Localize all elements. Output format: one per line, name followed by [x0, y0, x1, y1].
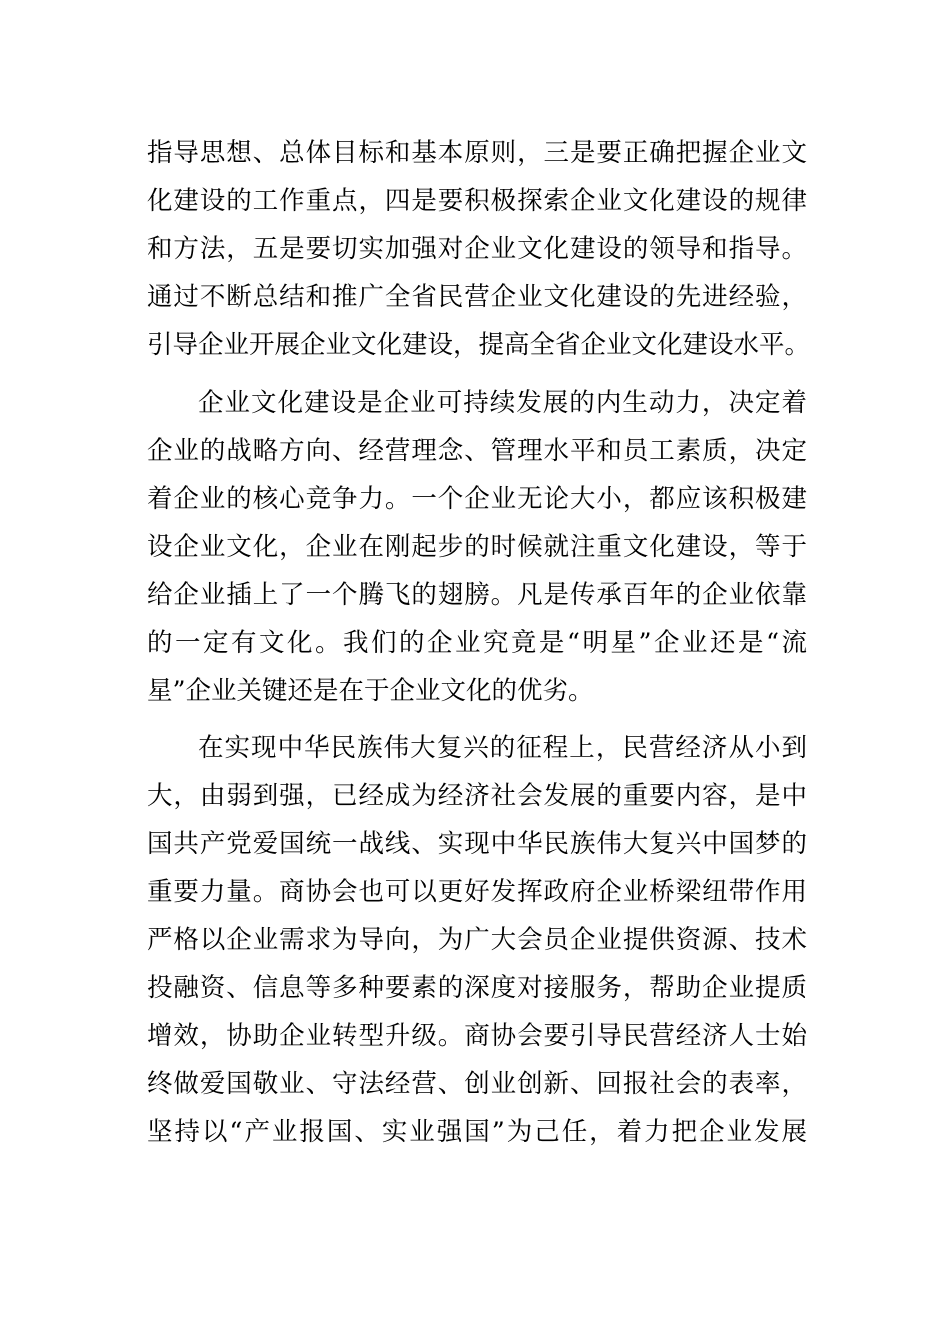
paragraph-1-line-3: 和方法，五是要切实加强对企业文化建设的领导和指导。 — [147, 234, 807, 264]
paragraph-3-line-2: 大，由弱到强，已经成为经济社会发展的重要内容，是中 — [147, 781, 807, 811]
paragraph-2-line-3: 着企业的核心竞争力。一个企业无论大小，都应该积极建 — [147, 484, 807, 514]
paragraph-3-line-8: 终做爱国敬业、守法经营、创业创新、回报社会的表率， — [147, 1069, 807, 1099]
paragraph-2-line-6: 的一定有文化。我们的企业究竟是“明星”企业还是“流 — [147, 628, 807, 658]
paragraph-2-line-1: 企业文化建设是企业可持续发展的内生动力，决定着 — [198, 388, 807, 418]
paragraph-1-line-1: 指导思想、总体目标和基本原则，三是要正确把握企业文 — [147, 138, 807, 168]
paragraph-3-line-1: 在实现中华民族伟大复兴的征程上，民营经济从小到 — [198, 733, 807, 763]
paragraph-1-line-4: 通过不断总结和推广全省民营企业文化建设的先进经验， — [147, 282, 807, 312]
paragraph-3-line-5: 严格以企业需求为导向，为广大会员企业提供资源、技术 — [147, 925, 807, 955]
paragraph-2-line-5: 给企业插上了一个腾飞的翅膀。凡是传承百年的企业依靠 — [147, 580, 807, 610]
paragraph-3-line-3: 国共产党爱国统一战线、实现中华民族伟大复兴中国梦的 — [147, 829, 807, 859]
paragraph-1-line-5: 引导企业开展企业文化建设，提高全省企业文化建设水平。 — [147, 330, 811, 360]
paragraph-2-line-7: 星”企业关键还是在于企业文化的优劣。 — [147, 676, 594, 706]
paragraph-2-line-2: 企业的战略方向、经营理念、管理水平和员工素质，决定 — [147, 436, 807, 466]
paragraph-3-line-6: 投融资、信息等多种要素的深度对接服务，帮助企业提质 — [147, 973, 807, 1003]
paragraph-3-line-4: 重要力量。商协会也可以更好发挥政府企业桥梁纽带作用 — [147, 877, 807, 907]
paragraph-2-line-4: 设企业文化，企业在刚起步的时候就注重文化建设，等于 — [147, 532, 807, 562]
paragraph-3-line-9: 坚持以“产业报国、实业强国”为己任，着力把企业发展 — [147, 1117, 807, 1147]
paragraph-3-line-7: 增效，协助企业转型升级。商协会要引导民营经济人士始 — [147, 1021, 807, 1051]
paragraph-1-line-2: 化建设的工作重点，四是要积极探索企业文化建设的规律 — [147, 186, 807, 216]
